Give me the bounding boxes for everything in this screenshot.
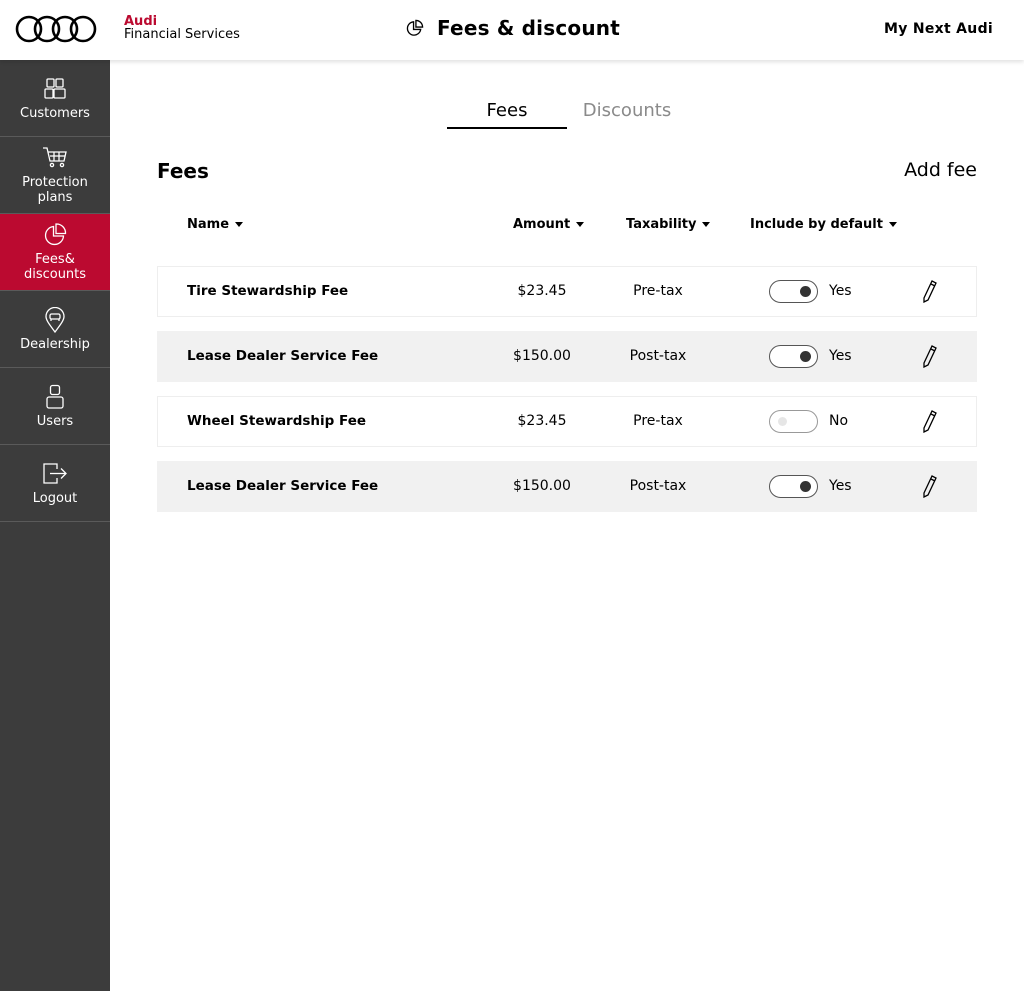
sidebar-item-users[interactable] [0,368,110,445]
brand-line1: Audi [124,14,158,29]
fee-taxability: Post-tax [629,478,687,494]
pencil-edit-icon[interactable] [918,409,940,433]
fee-name: Lease Dealer Service Fee [187,348,379,364]
include-label: No [829,413,849,429]
column-header-include-by-default[interactable] [750,217,897,232]
column-header-label: Include by default [750,217,883,232]
cart-icon [42,145,68,171]
audi-rings-logo[interactable] [15,14,97,44]
toggle-knob [800,351,811,362]
pie-chart-icon [42,222,68,248]
map-pin-car-icon [42,307,68,333]
brand-line2: Financial Services [124,27,240,42]
fee-taxability: Post-tax [629,348,687,364]
sidebar-item-customers[interactable] [0,60,110,137]
sidebar-item-dealership[interactable] [0,291,110,368]
app-header [0,0,1024,60]
sidebar-item-protection-plans[interactable] [0,137,110,214]
column-header-amount[interactable] [513,217,584,232]
column-header-label: Taxability [626,217,697,232]
section-title: Fees [157,159,209,183]
logout-icon [42,461,68,487]
sidebar-item-label: Fees& discounts [23,252,87,282]
sidebar-item-label: Users [36,413,74,429]
sidebar-item-label: Dealership [20,336,90,352]
sort-caret-icon [235,222,243,227]
include-toggle[interactable] [769,410,818,433]
sort-caret-icon [576,222,584,227]
brand-name [124,15,240,41]
include-toggle[interactable] [769,280,818,303]
column-header-label: Amount [513,217,571,232]
pie-chart-icon [405,19,424,38]
include-label: Yes [829,348,852,364]
toggle-knob [800,286,811,297]
tab-bar [447,100,687,129]
include-label: Yes [829,478,852,494]
fee-amount: $150.00 [513,348,571,364]
sort-caret-icon [889,222,897,227]
user-icon [42,384,68,410]
fee-taxability: Pre-tax [633,413,683,429]
table-row [157,461,977,512]
table-row [157,396,977,447]
fee-name: Tire Stewardship Fee [187,283,349,299]
fee-amount: $23.45 [517,283,567,299]
include-label: Yes [829,283,852,299]
pencil-edit-icon[interactable] [918,474,940,498]
sort-caret-icon [702,222,710,227]
column-header-name[interactable] [187,217,243,232]
add-fee-button[interactable]: Add fee [904,159,977,181]
column-header-taxability[interactable] [626,217,710,232]
pencil-edit-icon[interactable] [918,279,940,303]
toggle-knob [800,481,811,492]
fee-amount: $150.00 [513,478,571,494]
include-toggle[interactable] [769,345,818,368]
fee-amount: $23.45 [517,413,567,429]
table-row [157,266,977,317]
column-header-label: Name [187,217,230,232]
fee-name: Lease Dealer Service Fee [187,478,379,494]
fee-name: Wheel Stewardship Fee [187,413,367,429]
fee-taxability: Pre-tax [633,283,683,299]
customers-icon [42,76,68,102]
sidebar-item-label: Customers [20,105,90,121]
sidebar-item-logout[interactable] [0,445,110,522]
table-row [157,331,977,382]
page-title-group [405,16,620,40]
page-title: Fees & discount [437,16,620,40]
sidebar-nav [0,60,110,991]
tab-fees[interactable]: Fees [447,100,567,129]
pencil-edit-icon[interactable] [918,344,940,368]
my-next-audi-link[interactable]: My Next Audi [884,21,993,37]
sidebar-item-label: Logout [32,490,78,506]
toggle-knob [778,417,787,426]
sidebar-item-fees-discounts[interactable] [0,214,110,291]
include-toggle[interactable] [769,475,818,498]
tab-discounts[interactable]: Discounts [582,100,672,121]
sidebar-item-label: Protection plans [22,175,88,205]
